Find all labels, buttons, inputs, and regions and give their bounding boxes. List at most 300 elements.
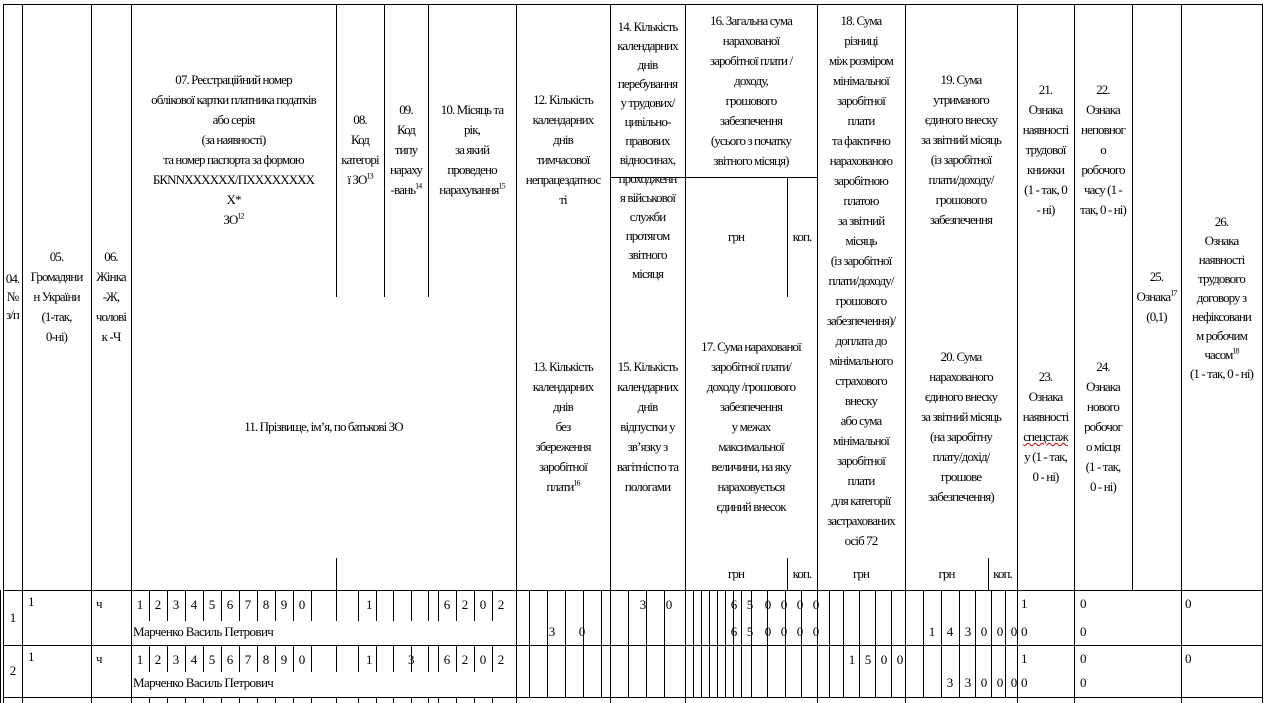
grid-line (376, 590, 377, 621)
grid-line (701, 645, 702, 672)
grid-line (239, 697, 240, 703)
tax-id-digit[interactable]: 8 (262, 597, 270, 612)
grid-line (393, 697, 394, 703)
f17-digit[interactable]: 0 (796, 624, 804, 639)
col22-header-line: 22. (1096, 82, 1110, 97)
col08-header-line: категорі (341, 152, 379, 167)
f18-digit[interactable]: 0 (896, 652, 904, 667)
col17-header-line: нараховується (717, 479, 785, 494)
col26-header-footnote: 18 (1232, 346, 1239, 356)
tax-id-digit[interactable]: 9 (280, 597, 288, 612)
grid-line (428, 645, 429, 672)
tax-id-digit[interactable]: 0 (298, 597, 306, 612)
grid-line (843, 671, 844, 698)
f18-digit[interactable]: 1 (848, 652, 856, 667)
f22-value[interactable]: 0 (1080, 596, 1086, 611)
col10-header-line: 10. Місяць та (440, 102, 504, 117)
payment-type-value[interactable]: 3 (408, 652, 414, 667)
f21-value[interactable]: 1 (1021, 596, 1027, 611)
col21-header-line: трудової (1025, 142, 1066, 157)
tax-id-digit[interactable]: 2 (154, 652, 162, 667)
grid-line (336, 558, 337, 591)
col18-header-line: застрахованих (827, 513, 895, 528)
col22-header-line: Ознака (1086, 102, 1120, 117)
col26-header-line: Ознака (1204, 232, 1239, 248)
col09-header (384, 4, 428, 296)
f13-digit[interactable]: 3 (548, 624, 556, 639)
col15-header-line: зв’язку з (627, 439, 668, 454)
f26-value[interactable]: 0 (1185, 651, 1191, 666)
grid-line (565, 671, 566, 698)
col19-header-line: забезпечення (929, 212, 993, 227)
grid-line (905, 590, 906, 621)
grid-line (1181, 590, 1182, 703)
col20-header-line: за звітний місяць (920, 409, 1002, 424)
grid-line (529, 671, 530, 698)
col07-header-line: або серія (212, 112, 255, 127)
grid-line (685, 671, 686, 698)
grid-line (829, 590, 830, 621)
col23-header-line: 23. (1038, 369, 1053, 384)
col06-header-line: 06. (104, 249, 118, 264)
col26-header-line: 26. (1214, 213, 1229, 229)
month-digit[interactable]: 0 (479, 597, 487, 612)
col25-header-line: 25. (1149, 269, 1164, 284)
grid-line (336, 645, 337, 672)
col18-header-line: осіб 72 (844, 533, 878, 548)
col19-header-line: грошового (935, 192, 987, 207)
grid-line (725, 645, 726, 672)
tax-id-digit[interactable]: 0 (298, 652, 306, 667)
col07-header-line: ЗО (223, 212, 238, 227)
col21-header-line: Ознака (1028, 102, 1063, 117)
grid-line (717, 671, 718, 698)
grid-line (393, 590, 394, 621)
col07-header-line: облікової картки платника податків (151, 92, 316, 107)
month-digit[interactable]: 2 (497, 652, 505, 667)
grid-line (801, 645, 802, 672)
col07-header-line: X* (226, 192, 241, 207)
f16-digit[interactable]: 0 (764, 597, 772, 612)
col20-header (905, 296, 1017, 558)
grid-line (547, 590, 548, 621)
f24-value[interactable]: 0 (1080, 675, 1086, 690)
col13-header-footnote: 16 (573, 478, 580, 488)
f20-digit[interactable]: 0 (980, 624, 988, 639)
grid-line (516, 620, 517, 646)
grid-line (358, 645, 359, 672)
grid-line (583, 671, 584, 698)
grid-line (801, 671, 802, 698)
col26-header-line: нефіксовани (1192, 308, 1251, 324)
f22-value[interactable]: 0 (1080, 651, 1086, 666)
grid-line (601, 590, 602, 621)
f20-digit[interactable]: 4 (946, 624, 954, 639)
col14-header-line: у трудових/ (620, 95, 675, 110)
col08-header-footnote: 13 (366, 171, 373, 181)
grid-line (610, 620, 611, 646)
f18-digit[interactable]: 5 (864, 652, 872, 667)
f16-digit[interactable]: 0 (780, 597, 788, 612)
sex-value[interactable]: ч (96, 651, 102, 666)
col15-header-line: календарних (617, 379, 678, 394)
grid-line (717, 620, 718, 646)
col15-header-line: 15. Кількість (617, 359, 678, 374)
month-digit[interactable]: 2 (461, 652, 469, 667)
col23-header-line: наявності (1022, 409, 1069, 424)
col18-header-line: заробітної (837, 93, 885, 108)
grid-line (859, 671, 860, 698)
col14-header-line: я військової (619, 190, 676, 205)
col14-header-line: проходженн (618, 171, 677, 186)
col26-header-line: наявності (1198, 251, 1245, 267)
col14-header-line: місяця (631, 266, 664, 281)
tax-id-digit[interactable]: 2 (154, 597, 162, 612)
col16-header (685, 4, 817, 177)
col04-header (3, 4, 22, 590)
grid-line (664, 645, 665, 672)
f20-digit[interactable]: 0 (980, 675, 988, 690)
grid-line (646, 671, 647, 698)
grid-line (664, 620, 665, 646)
col06-header (91, 4, 131, 590)
grid-line (91, 590, 92, 703)
grid-line (628, 645, 629, 672)
grid-line (693, 620, 694, 646)
col18-header-line: та фактично (832, 133, 890, 148)
grid-line (741, 645, 742, 672)
grid-line (565, 645, 566, 672)
col14-header-line: протягом (625, 228, 670, 243)
grid-line (905, 671, 906, 698)
f24-value[interactable]: 0 (1080, 624, 1086, 639)
col07-header (131, 4, 336, 296)
col17-kop (787, 558, 817, 590)
col20-header-line: нарахованого (929, 369, 993, 384)
col20-header-line: єдиного внеску (924, 389, 998, 404)
col22-header-line: о (1100, 142, 1106, 157)
grid-line (474, 697, 475, 703)
col18-header-line: грошового (835, 293, 887, 308)
col24-header-line: Ознака (1086, 379, 1120, 394)
grid-line (203, 697, 204, 703)
f20-digit[interactable]: 0 (1010, 675, 1018, 690)
f17-digit[interactable]: 0 (764, 624, 772, 639)
grid-line (717, 590, 718, 621)
col21-header-line: книжки (1026, 162, 1065, 177)
col18-header-line: доплата до (835, 333, 887, 348)
grid-line (741, 671, 742, 698)
grid-line (601, 645, 602, 672)
grid-line (547, 671, 548, 698)
grid-line (628, 590, 629, 621)
grid-line (1017, 590, 1018, 621)
month-digit[interactable]: 6 (443, 597, 451, 612)
grid-line (767, 671, 768, 698)
grid-line (628, 620, 629, 646)
name-value[interactable]: Марченко Василь Петрович (133, 624, 274, 639)
col09-header-line: 09. (399, 102, 413, 117)
grid-line (875, 590, 876, 621)
tax-id-digit[interactable]: 4 (190, 597, 198, 612)
col14-header (610, 4, 685, 296)
grid-line (905, 620, 906, 646)
f23-value[interactable]: 0 (1021, 675, 1027, 690)
f20-digit[interactable]: 1 (928, 624, 936, 639)
col25-header-line: Ознака (1136, 289, 1171, 304)
citizen-value[interactable]: 1 (28, 594, 34, 609)
grid-line (891, 590, 892, 621)
col12-header-line: днів (553, 132, 573, 147)
tax-id-digit[interactable]: 1 (136, 652, 144, 667)
col13-header-line: збереження (535, 439, 591, 454)
f21-value[interactable]: 1 (1021, 651, 1027, 666)
col16-header-line: забезпечення (719, 112, 783, 128)
grid-line (829, 620, 830, 646)
col16-header-line: доходу, (734, 72, 768, 88)
grid-line (516, 645, 517, 672)
f20-digit[interactable]: 0 (996, 675, 1004, 690)
col08-header-line: 08. (353, 112, 367, 127)
col12-header-line: 12. Кількість (533, 92, 593, 107)
col14-header-line: відносинах, (619, 152, 676, 167)
col06-header-line: Жінка (96, 269, 126, 284)
col12-header (516, 4, 610, 296)
grid-line (529, 620, 530, 646)
grid-line (829, 671, 830, 698)
col10-header (428, 4, 516, 296)
col20-grn (905, 558, 988, 590)
citizen-value[interactable]: 1 (28, 649, 34, 664)
category-value[interactable]: 1 (366, 597, 372, 612)
col05-header-line: 05. (49, 249, 64, 264)
col26-header-line: (1 - так, 0 - ні) (1189, 365, 1253, 381)
col13-header-line: календарних (532, 379, 594, 394)
grid-line (311, 590, 312, 621)
grid-line (685, 697, 686, 703)
f20-digit[interactable]: 0 (1010, 624, 1018, 639)
col13-header-line: днів (553, 399, 573, 414)
grid-line (923, 590, 924, 621)
col12-header-line: календарних (532, 112, 594, 127)
tax-id-digit[interactable]: 5 (208, 652, 216, 667)
col08-header (336, 4, 384, 296)
col18-header-line: за звітний (837, 213, 885, 228)
col20-header-line: забезпечення) (928, 489, 994, 504)
sex-value[interactable]: ч (96, 596, 102, 611)
grid-line (923, 671, 924, 698)
f20-digit[interactable]: 3 (964, 624, 972, 639)
col23-header-line: спецстаж (1023, 429, 1068, 444)
col16-grn-line: грн (727, 228, 745, 244)
grid-line (693, 590, 694, 621)
f26-value[interactable]: 0 (1185, 596, 1191, 611)
f17-digit[interactable]: 6 (730, 624, 738, 639)
grid-line (701, 671, 702, 698)
col10-header-footnote: 15 (498, 181, 505, 191)
col25-header (1132, 4, 1181, 590)
grid-line (843, 620, 844, 646)
grid-line (941, 645, 942, 672)
col16-header-line: заробітної плати / (709, 52, 793, 68)
col05-header-line: н України (33, 289, 80, 304)
col20-header-line: (на заробітну (930, 429, 992, 444)
f20-digit[interactable]: 3 (964, 675, 972, 690)
f14-digit[interactable]: 0 (665, 597, 673, 612)
col07-header-line: 07. Реєстраційний номер (175, 72, 292, 87)
month-digit[interactable]: 2 (497, 597, 505, 612)
grid-line (975, 590, 976, 621)
grid-line (785, 671, 786, 698)
grid-line (905, 697, 906, 703)
grid-line (751, 671, 752, 698)
col24-header-line: нового (1086, 399, 1120, 414)
tax-id-digit[interactable]: 9 (280, 652, 288, 667)
row-number-line: 2 (9, 663, 16, 678)
col18-grn (817, 558, 905, 590)
f16-digit[interactable]: 0 (796, 597, 804, 612)
col06-header-line: -Ж, (102, 289, 120, 304)
grid-line (991, 645, 992, 672)
grid-line (941, 590, 942, 621)
grid-line (1005, 645, 1006, 672)
grid-line (733, 645, 734, 672)
col23-header (1017, 296, 1074, 558)
col16-kop (787, 177, 817, 296)
grid-line (185, 697, 186, 703)
grid-line (1074, 697, 1075, 703)
col18-header-line: мінімального (829, 353, 893, 368)
tax-id-digit[interactable]: 7 (244, 652, 252, 667)
col12-header-line: ті (559, 192, 567, 207)
tax-id-digit[interactable]: 7 (244, 597, 252, 612)
col15-header-line: днів (637, 399, 658, 414)
col12-header-line: непрацездатнос (525, 172, 601, 187)
f17-digit[interactable]: 5 (746, 624, 754, 639)
tax-id-digit[interactable]: 6 (226, 597, 234, 612)
grid-line (610, 558, 611, 591)
grid-line (1074, 671, 1075, 698)
col24-header-line: 0 - ні) (1090, 479, 1116, 494)
col10-header-line: проведено (447, 162, 497, 177)
category-value[interactable]: 1 (366, 652, 372, 667)
col21-header-line: 21. (1038, 82, 1053, 97)
grid-line (709, 645, 710, 672)
grid-line (311, 645, 312, 672)
col12-header-line: тимчасової (536, 152, 590, 167)
grid-line (601, 620, 602, 646)
col15-header (610, 296, 685, 558)
col22-header-line: так, 0 - ні) (1080, 202, 1126, 217)
tax-id-digit[interactable]: 6 (226, 652, 234, 667)
col18-header-line: 18. Сума (840, 13, 882, 28)
col18-header-line: платою (843, 193, 879, 208)
f13-digit[interactable]: 0 (578, 624, 586, 639)
grid-line (0, 590, 1, 703)
tax-id-digit[interactable]: 3 (172, 597, 180, 612)
f23-value[interactable]: 0 (1021, 624, 1027, 639)
col10-header-line: рік, (463, 122, 481, 137)
grid-line (516, 590, 517, 621)
f16-digit[interactable]: 0 (812, 597, 820, 612)
col17-grn (685, 558, 787, 590)
col20-header-line: 20. Сума (940, 349, 982, 364)
col18-header-line: місяць (845, 233, 877, 248)
grid-line (131, 697, 132, 703)
grid-line (438, 697, 439, 703)
col22-header (1074, 4, 1132, 296)
name-value[interactable]: Марченко Василь Петрович (133, 675, 274, 690)
col20-kop (988, 558, 1017, 590)
f16-digit[interactable]: 5 (746, 597, 754, 612)
grid-line (817, 697, 818, 703)
col22-header-line: неповног (1081, 122, 1125, 137)
month-digit[interactable]: 2 (461, 597, 469, 612)
grid-line (1262, 590, 1263, 703)
col17-kop-line: коп. (792, 566, 812, 581)
grid-line (701, 620, 702, 646)
grid-line (411, 590, 412, 621)
col20-header-line: грошове (940, 469, 982, 484)
f20-digit[interactable]: 3 (946, 675, 954, 690)
grid-line (1074, 645, 1075, 672)
grid-line (843, 590, 844, 621)
f18-digit[interactable]: 0 (880, 652, 888, 667)
month-digit[interactable]: 6 (443, 652, 451, 667)
col15-header-line: пологами (624, 479, 671, 494)
grid-line (701, 590, 702, 621)
col11-header (131, 296, 516, 558)
grid-line (664, 671, 665, 698)
col13-header (516, 296, 610, 558)
col19-header (905, 4, 1017, 296)
col16-header-line: 16. Загальна сума (710, 12, 792, 28)
col21-header-line: наявності (1022, 122, 1069, 137)
grid-line (859, 620, 860, 646)
col14-header-line: цивільно- (624, 114, 671, 129)
f20-digit[interactable]: 0 (996, 624, 1004, 639)
col18-header-line: мінімальної (832, 73, 889, 88)
col13-header-line: плати (546, 479, 574, 494)
tax-id-digit[interactable]: 1 (136, 597, 144, 612)
grid-line (411, 697, 412, 703)
grid-line (293, 697, 294, 703)
month-digit[interactable]: 0 (479, 652, 487, 667)
tax-id-digit[interactable]: 4 (190, 652, 198, 667)
grid-line (829, 645, 830, 672)
col09-header-line: Код (396, 122, 416, 137)
col16-kop-line: коп. (792, 228, 812, 244)
f16-digit[interactable]: 6 (730, 597, 738, 612)
grid-line (516, 697, 517, 703)
f17-digit[interactable]: 0 (812, 624, 820, 639)
col20-kop-line: коп. (993, 566, 1012, 581)
grid-line (22, 590, 23, 703)
col19-header-line: утриманого (933, 92, 989, 107)
tax-id-digit[interactable]: 3 (172, 652, 180, 667)
grid-line (1074, 620, 1075, 646)
f14-digit[interactable]: 3 (639, 597, 647, 612)
tax-id-digit[interactable]: 8 (262, 652, 270, 667)
col17-header-line: максимальної (718, 439, 784, 454)
tax-id-digit[interactable]: 5 (208, 597, 216, 612)
col23-header-line: у (1 - так, (1024, 449, 1067, 464)
col18-header-line: різниці (844, 33, 878, 48)
grid-line (725, 671, 726, 698)
grid-line (492, 697, 493, 703)
f17-digit[interactable]: 0 (780, 624, 788, 639)
col17-header-line: заробітної плати/ (711, 359, 791, 374)
